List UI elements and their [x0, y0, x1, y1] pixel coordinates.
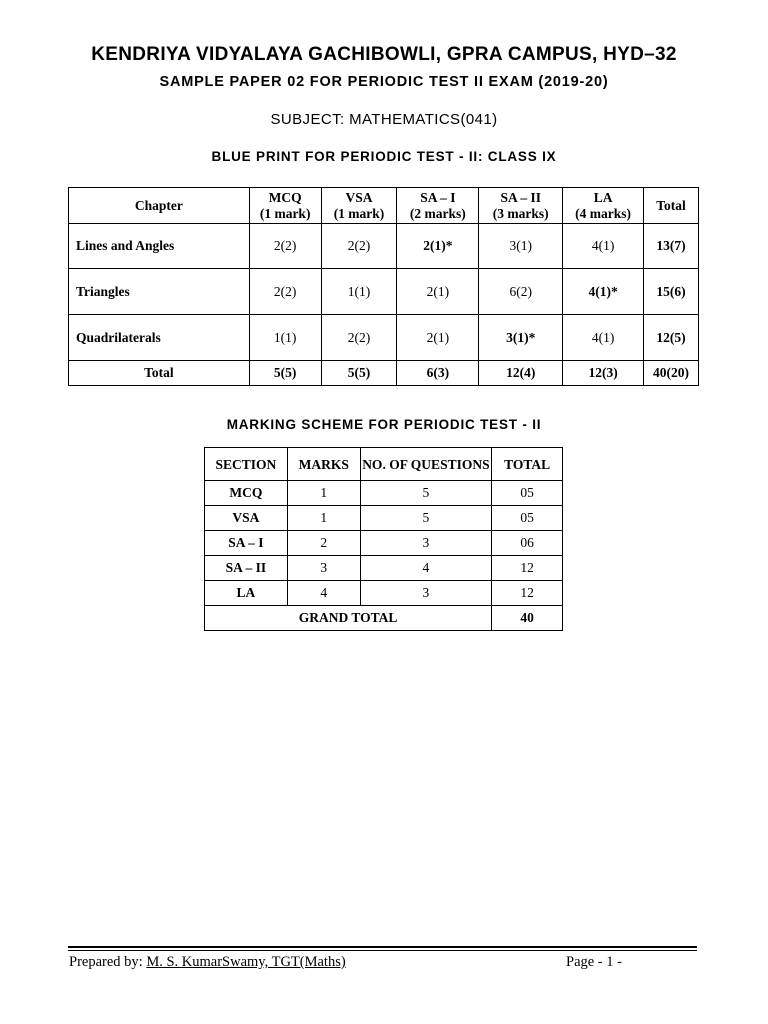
total-cell: 12(4)	[479, 361, 563, 386]
marking-scheme-title: MARKING SCHEME FOR PERIODIC TEST - II	[226, 417, 542, 432]
total-cell: 12(3)	[563, 361, 644, 386]
author-name: M. S. KumarSwamy, TGT(Maths)	[146, 954, 346, 970]
column-header: SECTION	[205, 448, 288, 481]
row-total-cell: 15(6)	[644, 269, 699, 315]
total-row	[69, 361, 699, 386]
subject-line: SUBJECT: MATHEMATICS(041)	[270, 111, 498, 128]
marks-cell: 4	[287, 581, 360, 606]
table-cell: 4(1)	[563, 224, 644, 269]
total-cell: 05	[492, 481, 563, 506]
section-cell: VSA	[205, 506, 288, 531]
grand-total-value: 40	[492, 606, 563, 631]
table-cell: 2(2)	[249, 269, 321, 315]
table-row	[69, 269, 699, 315]
chapter-cell: Quadrilaterals	[69, 315, 250, 361]
marks-cell: 1	[287, 481, 360, 506]
row-total-cell: 13(7)	[644, 224, 699, 269]
questions-cell: 3	[360, 581, 492, 606]
grand-total-label: GRAND TOTAL	[205, 606, 492, 631]
sample-paper-title: SAMPLE PAPER 02 FOR PERIODIC TEST II EXAM (2019-20)	[159, 74, 609, 90]
row-total-cell: 12(5)	[644, 315, 699, 361]
column-header: SA – I (2 marks)	[397, 188, 479, 224]
blue-print-header-row	[69, 188, 699, 224]
total-cell: 12	[492, 581, 563, 606]
marking-scheme-header-row	[205, 448, 563, 481]
grand-total-cell: 40(20)	[644, 361, 699, 386]
school-title: KENDRIYA VIDYALAYA GACHIBOWLI, GPRA CAMPUS, HYD–32	[91, 44, 677, 65]
section-cell: SA – II	[205, 556, 288, 581]
chapter-cell: Lines and Angles	[69, 224, 250, 269]
marking-scheme-table	[204, 447, 563, 631]
column-header: MCQ (1 mark)	[249, 188, 321, 224]
table-cell: 1(1)	[249, 315, 321, 361]
table-cell: 2(1)	[397, 269, 479, 315]
table-cell: 3(1)	[479, 224, 563, 269]
table-cell: 4(1)*	[563, 269, 644, 315]
table-cell: 1(1)	[321, 269, 397, 315]
table-cell: 2(1)*	[397, 224, 479, 269]
column-header: SA – II (3 marks)	[479, 188, 563, 224]
table-row	[69, 224, 699, 269]
chapter-cell: Triangles	[69, 269, 250, 315]
questions-cell: 5	[360, 481, 492, 506]
blue-print-title: BLUE PRINT FOR PERIODIC TEST - II: CLASS IX	[211, 149, 557, 164]
table-cell: 3(1)*	[479, 315, 563, 361]
section-cell: MCQ	[205, 481, 288, 506]
table-cell: 2(2)	[321, 224, 397, 269]
total-cell: 05	[492, 506, 563, 531]
total-cell: 5(5)	[321, 361, 397, 386]
table-cell: 2(2)	[249, 224, 321, 269]
table-row	[69, 315, 699, 361]
table-cell: 2(1)	[397, 315, 479, 361]
table-row	[205, 581, 563, 606]
questions-cell: 3	[360, 531, 492, 556]
marks-cell: 1	[287, 506, 360, 531]
total-cell: 5(5)	[249, 361, 321, 386]
column-header: Total	[644, 188, 699, 224]
questions-cell: 4	[360, 556, 492, 581]
prepared-by	[69, 954, 346, 971]
column-header: MARKS	[287, 448, 360, 481]
table-cell: 2(2)	[321, 315, 397, 361]
table-row	[205, 506, 563, 531]
marks-cell: 2	[287, 531, 360, 556]
section-cell: SA – I	[205, 531, 288, 556]
column-header: Chapter	[69, 188, 250, 224]
column-header: TOTAL	[492, 448, 563, 481]
blue-print-table	[68, 187, 699, 386]
column-header: VSA (1 mark)	[321, 188, 397, 224]
table-row	[205, 481, 563, 506]
grand-total-row	[205, 606, 563, 631]
page-number: Page - 1 -	[566, 954, 622, 970]
column-header: LA (4 marks)	[563, 188, 644, 224]
footer-divider	[68, 946, 697, 948]
prepared-by-label: Prepared by:	[69, 954, 143, 970]
marks-cell: 3	[287, 556, 360, 581]
table-row	[205, 556, 563, 581]
section-cell: LA	[205, 581, 288, 606]
table-row	[205, 531, 563, 556]
table-cell: 4(1)	[563, 315, 644, 361]
total-label: Total	[69, 361, 250, 386]
total-cell: 06	[492, 531, 563, 556]
questions-cell: 5	[360, 506, 492, 531]
table-cell: 6(2)	[479, 269, 563, 315]
column-header: NO. OF QUESTIONS	[360, 448, 492, 481]
footer-divider-thin	[68, 950, 697, 951]
total-cell: 6(3)	[397, 361, 479, 386]
total-cell: 12	[492, 556, 563, 581]
